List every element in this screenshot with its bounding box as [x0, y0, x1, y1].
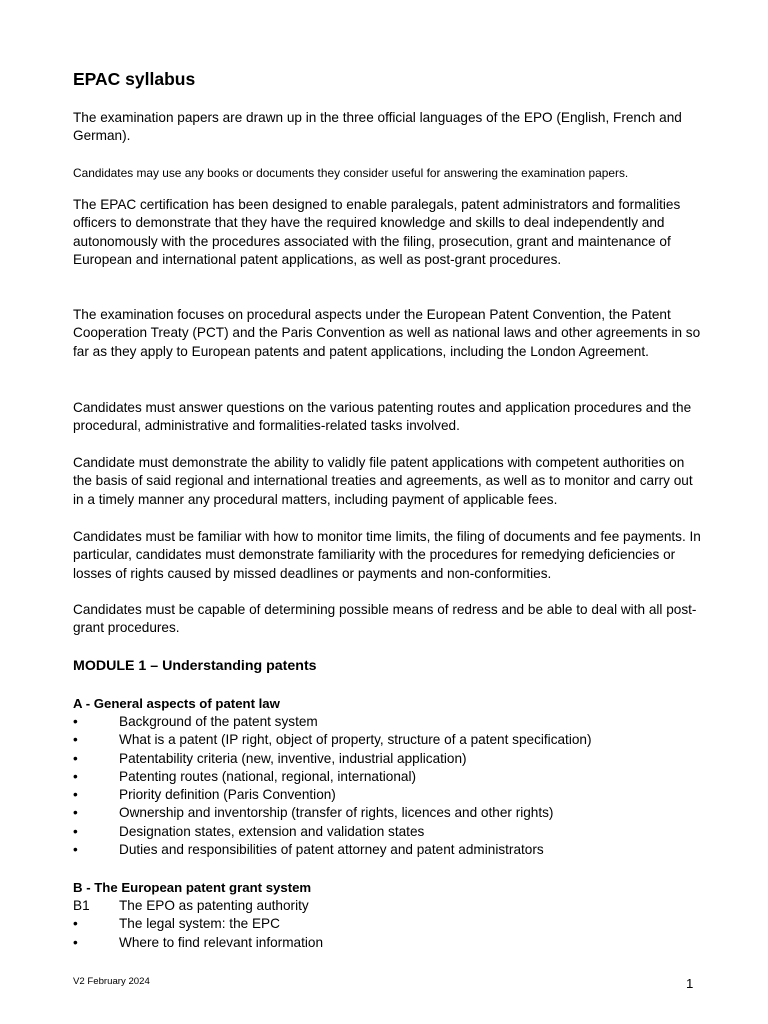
list-item — [73, 915, 703, 933]
intro-paragraph-certification: The EPAC certification has been designed to enable paralegals, patent administrators and formalities officers to demonstrate that they have the required knowledge and skills to deal independently and autonomously with the procedures associated with the filing, prosecution, grant and maintenance of European and international patent applications, as well as post-grant procedures. — [73, 197, 681, 267]
section-b-heading: B - The European patent grant system — [73, 880, 312, 895]
list-item — [73, 731, 703, 749]
list-item — [73, 897, 703, 915]
list-item — [73, 713, 703, 731]
list-item-text: Patentability criteria (new, inventive, industrial application) — [119, 750, 467, 766]
intro-paragraph-filing: Candidate must demonstrate the ability to validly file patent applications with competent authorities on the basis of said regional and international treaties and agreements, as well as to monitor and carry out in a timely manner any procedural matters, including payment of applicable fees. — [73, 455, 693, 507]
intro-paragraph-redress: Candidates must be capable of determining possible means of redress and be able to deal with all post-grant procedures. — [73, 602, 697, 636]
bullet-marker: • — [73, 787, 78, 803]
list-item — [73, 823, 703, 841]
list-item — [73, 804, 703, 822]
item-number-marker: B1 — [73, 898, 90, 913]
bullet-marker: • — [73, 805, 78, 821]
list-item-text: Patenting routes (national, regional, international) — [119, 768, 416, 784]
intro-paragraph-focus: The examination focuses on procedural aspects under the European Patent Convention, the Patent Cooperation Treaty (PCT) and the Paris Convention as well as national laws and other agreements in so far as they apply to European patents and patent applications, including the London Agreement. — [73, 307, 701, 359]
list-item — [73, 768, 703, 786]
bullet-marker: • — [73, 714, 78, 729]
page-title: EPAC syllabus — [73, 69, 196, 89]
list-item-text: The legal system: the EPC — [119, 916, 280, 932]
list-item-text: Priority definition (Paris Convention) — [119, 787, 336, 803]
bullet-marker: • — [73, 732, 78, 748]
page-number: 1 — [686, 976, 694, 991]
list-item-text: Duties and responsibilities of patent attorney and patent administrators — [119, 842, 544, 858]
list-item-text: The EPO as patenting authority — [119, 898, 309, 913]
module-heading: MODULE 1 – Understanding patents — [73, 658, 317, 674]
list-item-text: Designation states, extension and validation states — [119, 823, 425, 839]
section-a-heading: A - General aspects of patent law — [73, 696, 280, 711]
intro-paragraph-books: Candidates may use any books or documents they consider useful for answering the examination papers. — [73, 166, 629, 180]
bullet-marker: • — [73, 934, 78, 950]
list-item — [73, 750, 703, 768]
section-a-list — [73, 713, 703, 859]
intro-paragraph-routes: Candidates must answer questions on the various patenting routes and application procedures and the procedural, administrative and formalities-related tasks involved. — [73, 400, 692, 434]
intro-paragraph-time-limits: Candidates must be familiar with how to monitor time limits, the filing of documents and fee payments. In particular, candidates must demonstrate familiarity with the procedures for remedying deficiencies or losses of rights caused by missed deadlines or payments and non-conformities. — [73, 529, 701, 581]
list-item — [73, 786, 703, 804]
list-item-text: Background of the patent system — [119, 714, 318, 729]
list-item-text: Ownership and inventorship (transfer of rights, licences and other rights) — [119, 805, 554, 821]
bullet-marker: • — [73, 823, 78, 839]
bullet-marker: • — [73, 916, 78, 932]
footer-version: V2 February 2024 — [73, 976, 150, 987]
list-item-text: Where to find relevant information — [119, 934, 324, 950]
bullet-marker: • — [73, 768, 78, 784]
bullet-marker: • — [73, 842, 78, 858]
intro-paragraph-languages: The examination papers are drawn up in the three official languages of the EPO (English, French and German). — [73, 110, 682, 144]
list-item — [73, 934, 703, 952]
list-item-text: What is a patent (IP right, object of property, structure of a patent specification) — [119, 732, 592, 748]
list-item — [73, 841, 703, 859]
section-b-list — [73, 897, 703, 952]
bullet-marker: • — [73, 750, 78, 766]
